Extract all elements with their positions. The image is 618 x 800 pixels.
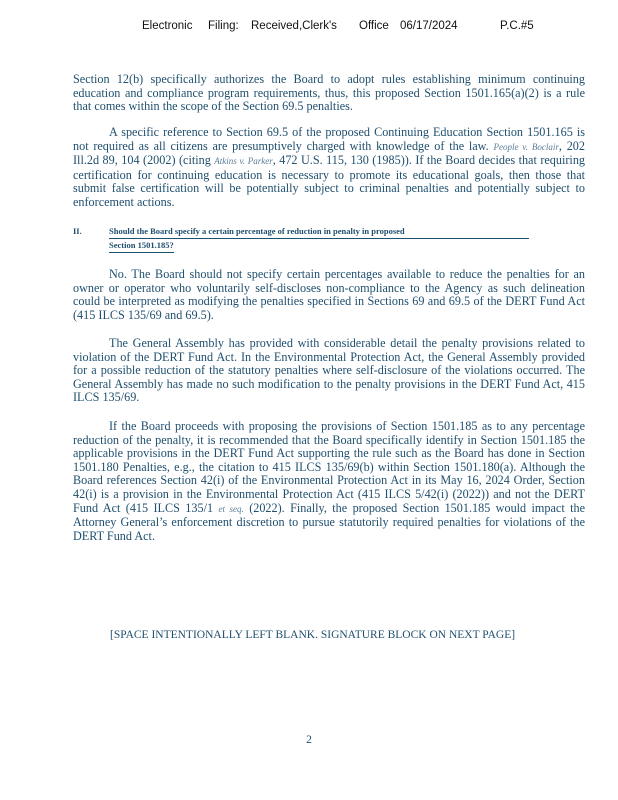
header-office: Office xyxy=(359,20,389,32)
paragraph-part: (2022). Finally, the proposed Section 1501.185 would impact the Attorney General’s enforcement discretion to pursue statutorily required penalties for violations of the DERT Fund Act. xyxy=(73,500,585,543)
case-citation: People v. Boclair xyxy=(493,141,559,152)
paragraph-part: If the Board proceeds with proposing the provisions of Section 1501.185 as to any percentage reduction of the penalty, it is recommended that the Board specifically identify in Section 1501.185 the applicable provisions in the DERT Fund Act supporting the rule such as the Board has done in Section 1501.180 Penalties, e.g., the citation to 415 ILCS 135/69(b) within Section 1501.180(a). Although the Board references Section 42(i) of the Environmental Protection Act in its May 16, 2024 Order, Section 42(i) is a provision in the Environmental Protection Act (415 ILCS 5/42(i) (2022)) and not the DERT Fund Act (415 ILCS 135/1 xyxy=(73,419,585,515)
statute-citation: et seq. xyxy=(218,503,244,514)
paragraph-text: The General Assembly has provided with considerable detail the penalty provisions related to violation of the DERT Fund Act. In the Environmental Protection Act, the General Assembly provided for a possible reduction of the statutory penalties where self-disclosure of the violations occurred. The General Assembly has made no such modification to the penalty provisions in the DERT Fund Act, 415 ILCS 135/69. xyxy=(73,336,585,405)
heading-text xyxy=(109,225,529,253)
case-citation: Atkins v. Parker xyxy=(214,156,273,167)
filing-header xyxy=(0,20,618,36)
paragraph-specific-reference xyxy=(73,126,585,210)
heading-line: Should the Board specify a certain percentage of reduction in penalty in proposed xyxy=(109,225,529,239)
paragraph-part: , 202 Ill.2d 89, 104 (2002) (citing xyxy=(73,138,585,168)
paragraph-board-proceeds xyxy=(73,420,585,543)
paragraph-text: No. The Board should not specify certain percentages available to reduce the penalties for an owner or operator who voluntarily self-discloses non-compliance to the Agency as such delineation could be interpreted as modifying the penalties specified in Sections 69 and 69.5 of the DERT Fund Act (415 ILCS 135/69 and 69.5). xyxy=(73,267,585,322)
paragraph-text: Section 12(b) specifically authorizes the Board to adopt rules establishing minimum continuing education and compliance program requirements, thus, this proposed Section 1501.165(a)(2) is a rule that comes within the scope of the Section 69.5 penalties. xyxy=(73,72,585,114)
header-electronic: Electronic xyxy=(142,20,193,32)
paragraph-part: A specific reference to Section 69.5 of the proposed Continuing Education Section 1501.165 is not required as all citizens are presumptively charged with knowledge of the law. xyxy=(73,125,585,153)
header-pc-number: P.C.#5 xyxy=(500,20,534,32)
paragraph-answer-no xyxy=(73,268,585,322)
blank-space-notice: [SPACE INTENTIONALLY LEFT BLANK. SIGNATURE BLOCK ON NEXT PAGE] xyxy=(110,629,516,641)
paragraph-text xyxy=(73,420,585,543)
heading-number: II. xyxy=(73,226,82,236)
header-received: Received,Clerk's xyxy=(251,20,337,32)
paragraph-part: , 472 U.S. 115, 130 (1985)). If the Board decides that requiring certification for continuing education is necessary to promote its educational goals, then those that submit false certification will be potentially subject to criminal penalties and potentially subject to enforcement actions. xyxy=(73,153,586,209)
paragraph-section-12b xyxy=(73,73,585,114)
paragraph-general-assembly xyxy=(73,337,585,405)
paragraph-text xyxy=(73,126,585,210)
page-number: 2 xyxy=(306,734,312,746)
header-filing: Filing: xyxy=(208,20,239,32)
header-date: 06/17/2024 xyxy=(400,20,458,32)
heading-line: Section 1501.185? xyxy=(109,239,174,253)
